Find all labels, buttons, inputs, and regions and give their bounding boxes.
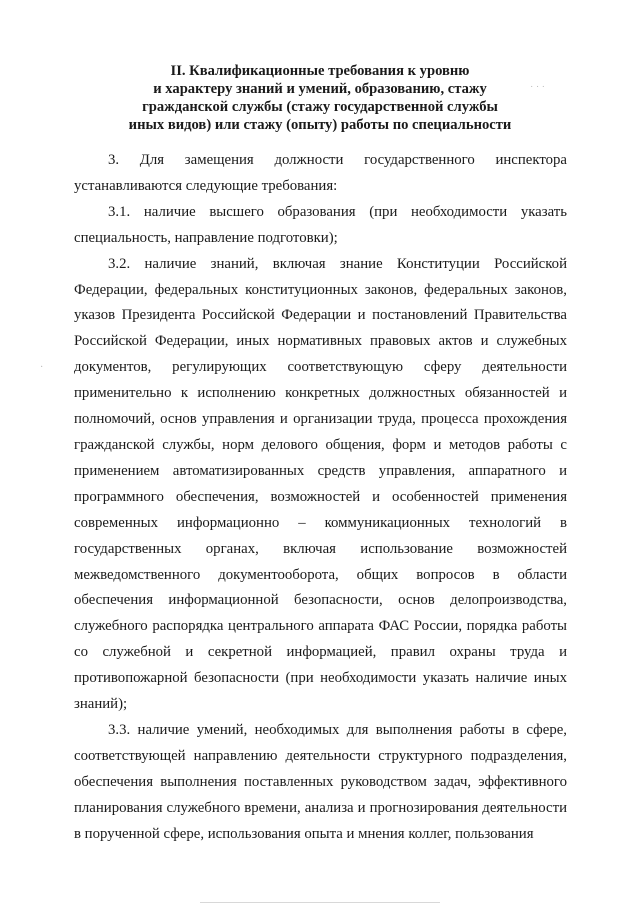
heading-line: гражданской службы (стажу государственной службы [142,99,498,115]
section-heading [70,62,570,134]
paragraph-3-3: 3.3. наличие умений, необходимых для выполнения работы в сфере, соответствующей направлению деятельности структурного подразделения, обеспечения выполнения поставленных руководством задач, эффективного планирования служебного времени, анализа и прогнозирования деятельности в порученной сфере, использования опыта и мнения коллег, пользования [74,721,567,842]
scan-speck: ˙ ˙ ˙ [530,85,545,96]
heading-line: II. Квалификационные требования к уровню [170,63,470,79]
paragraph-3-2: 3.2. наличие знаний, включая знание Конституции Российской Федерации, федеральных конституционных законов, федеральных законов, указов Президента Российской Федерации и постановлений Правительства Российской Федерации, иных нормативных правовых актов и служебных документов, регулирующих соответствующую сферу деятельности применительно к исполнению конкретных должностных обязанностей и полномочий, основ управления и организации труда, процесса прохождения гражданской службы, норм делового общения, форм и методов работы с применением автоматизированных средств управления, аппаратного и программного обеспечения, возможностей и особенностей применения современных информационно – коммуникационных технологий в государственных органах, включая использование возможностей межведомственного документооборота, общих вопросов в области обеспечения информационной безопасности, основ делопроизводства, служебного распорядка центрального аппарата ФАС России, порядка работы со служебной и секретной информацией, правил охраны труда и противопожарной безопасности (при необходимости указать наличие иных знаний); [74,255,567,713]
paragraph-3: 3. Для замещения должности государственного инспектора устанавливаются следующие требования: [74,152,567,194]
scan-speck: · [40,362,44,373]
document-body [74,148,567,847]
paragraph-3-1: 3.1. наличие высшего образования (при необходимости указать специальность, направление подготовки); [74,203,567,246]
heading-line: и характеру знаний и умений, образованию, стажу [153,81,487,97]
scan-edge-line [200,902,440,903]
heading-line: иных видов) или стажу (опыту) работы по специальности [128,117,512,133]
